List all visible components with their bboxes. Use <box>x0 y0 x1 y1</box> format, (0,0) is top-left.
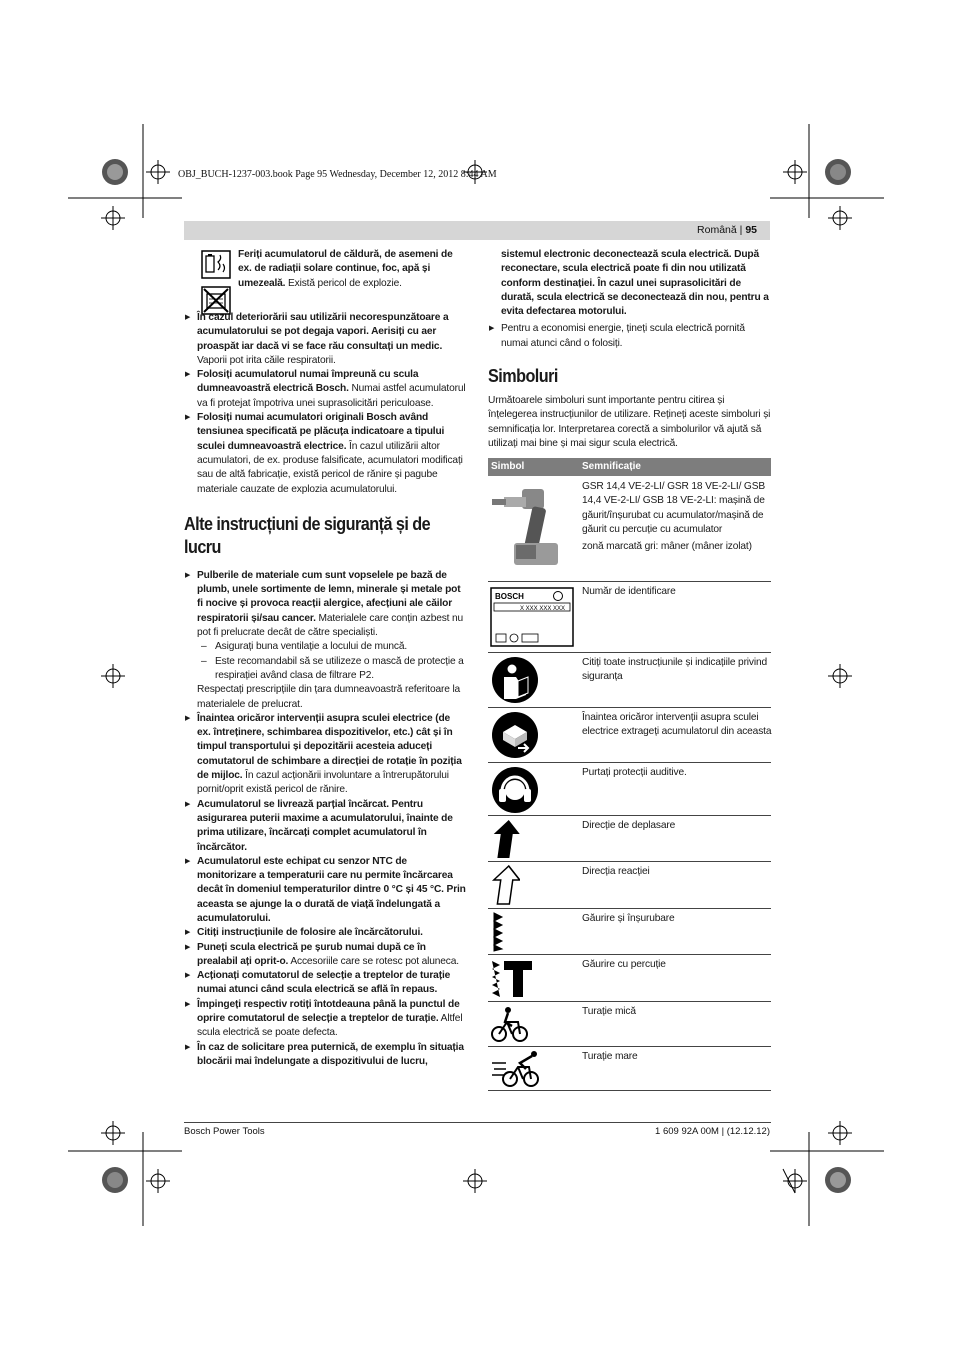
header-bar <box>184 221 770 240</box>
symbol-meaning: Citiți toate instrucțiunile și indicațiile privind siguranța <box>582 657 768 683</box>
direction-arrow-filled-icon <box>490 818 520 865</box>
bullet-bosch-only: ▶ Folosiți acumulatorul numai împreună cu scula dumneavoastră electrică Bosch. Numai astfel acumulatorul va fi protejat împotriva unei suprasolicitări periculoase. <box>184 368 466 411</box>
header-meaning: Semnificație <box>582 461 641 472</box>
page-header: Română | 95 <box>697 224 757 236</box>
table-row <box>488 862 771 909</box>
drill-bit-icon <box>490 911 506 958</box>
symbol-meaning: Direcția reacției <box>582 866 650 877</box>
bullet-gear-stop: ▶ Împingeți respectiv rotiți întotdeauna până la punctul de oprire comutatorul de selecție a treptelor de turație. Altfel scula electrică se poate defecta. <box>184 998 466 1041</box>
bullet-screw-off: ▶ Puneți scula electrică pe șurub numai după ce în prealabil ați oprit-o. Accesoriile care se rotesc pot aluneca. <box>184 941 466 970</box>
dust-regulations: Respectați prescripțiile din țara dumneavoastră referitoare la materialele de prelucrat. <box>197 684 461 710</box>
footer-right: 1 609 92A 00M | (12.12.12) <box>655 1126 770 1137</box>
hammer-drill-icon <box>490 957 534 1004</box>
section-title-symbols: Simboluri <box>488 366 558 387</box>
overload-continued: sistemul electronic deconectează scula electrică. După reconectare, scula electrică poate fi din nou utilizată conform destinației. În cazul unei suprasolicitări de durată, scula electrică se deconectează din nou, pentru a evita defectarea motorului. <box>501 249 769 318</box>
table-row <box>488 816 771 862</box>
symbol-meaning: Turație mare <box>582 1051 638 1062</box>
nameplate-icon <box>490 587 574 652</box>
symbol-meaning: Număr de identificare <box>582 586 676 597</box>
bullet-direction-switch: ▶ Înaintea oricăror intervenții asupra sculei electrice (de ex. întreținere, schimbarea dispozitivelor, etc.) cât și în timpul transportului și depozitării acesteia aduceți comutatorul de schimbare a direcției de rotație în poziția de mijloc. În cazul acționării involuntare a întrerupătorului pornit/oprit există pericol de rănire. <box>184 712 466 798</box>
symbol-meaning: Purtați protecții auditive. <box>582 767 687 778</box>
symbol-table-header <box>488 458 771 476</box>
table-row <box>488 582 771 653</box>
header-language: Română <box>697 224 737 236</box>
symbol-meaning: Înaintea oricăror intervenții asupra sculei electrice extrageți acumulatorul din aceasta <box>582 712 772 738</box>
right-column <box>488 248 771 451</box>
table-row <box>488 653 771 708</box>
bullet-vapors: ▶ În cazul deteriorării sau utilizării necorespunzătoare a acumulatorului se pot degaja vapori. Aerisiți cu aer proaspăt iar dacă vi se face rău consultați un medic. Vaporii pot irita căile respiratorii. <box>184 311 466 368</box>
nameplate-brand: BOSCH <box>495 592 524 601</box>
symbols-intro: Următoarele simboluri sunt importante pentru citirea și înțelegerea instrucțiunilor de utilizare. Rețineți aceste simboluri și semnificația lor. Interpretarea corectă a simbolurilor vă ajută să utilizați mai bine și mai sigur scula electrică. <box>488 395 771 449</box>
bullet-original-battery: ▶ Folosiți numai acumulatori originali Bosch având tensiunea specificată pe plăcuța indicatoare a tipului sculei dumneavoastră electrice. În cazul utilizării altor acumulatori, de ex. produse falsificate, acumulatori modificați sau de altă fabricație, există pericol de rănire și pagube materiale cauzate de explozia acumulatorului. <box>184 411 466 497</box>
battery-warning-icons <box>201 250 233 310</box>
read-manual-icon <box>490 655 540 710</box>
bullet-ntc-sensor: ▶ Acumulatorul este echipat cu senzor NTC de monitorizare a temperaturii care nu permite încărcarea decât în domeniul temperaturilor dintre 0 °C și 45 °C. Prin aceasta se ajunge la o durată de viață îndelungată a acumulatorului. <box>184 855 466 926</box>
dash-mask: – Este recomandabil să se utilizeze o mască de protecție a respirației având clasa de filtrare P2. <box>184 655 466 684</box>
heat-warning: Feriți acumulatorul de căldură, de asemeni de ex. de radiații solare continue, foc, apă și umezeală. Există pericol de explozie. <box>238 249 453 289</box>
table-row <box>488 1002 771 1047</box>
table-row <box>488 909 771 955</box>
symbol-meaning: Găurire și înșurubare <box>582 913 675 924</box>
symbol-meaning: Găurire cu percuție <box>582 959 666 970</box>
left-column <box>184 311 466 1069</box>
section-title-safety: Alte instrucțiuni de siguranță și de lucru <box>184 513 431 557</box>
symbol-meaning: Turație mică <box>582 1006 636 1017</box>
dash-ventilation: – Asigurați buna ventilație a locului de muncă. <box>184 640 466 654</box>
table-row <box>488 708 771 763</box>
cyclist-fast-icon <box>490 1049 542 1094</box>
nameplate-number: X XXX XXX XXX <box>520 606 566 612</box>
symbol-meaning: Direcție de deplasare <box>582 820 676 831</box>
drill-icon <box>490 479 564 576</box>
ear-protection-icon <box>490 765 540 820</box>
page-number: 95 <box>745 224 757 236</box>
header-symbol: Simbol <box>491 461 525 472</box>
print-slug: OBJ_BUCH-1237-003.book Page 95 Wednesday, December 12, 2012 8:44 AM <box>178 169 497 180</box>
left-column-top <box>238 248 466 291</box>
symbol-meaning: GSR 14,4 VE-2-LI/ GSR 18 VE-2-LI/ GSB 14,4 VE-2-LI/ GSB 18 VE-2-LI: mașină de găurit/înșurubat cu acumulator/mașină de găurit cu percuție cu acumulator zonă marcată gri: mâner (mâner izolat) <box>582 481 765 553</box>
table-row <box>488 955 771 1002</box>
heat-warning-icon <box>201 250 231 279</box>
direction-arrow-outline-icon <box>490 864 520 911</box>
table-row <box>488 1047 771 1091</box>
bullet-overload: ▶ În caz de solicitare prea puternică, de exemplu în situația blocării mai îndelungate a dispozitivului de lucru, <box>184 1041 466 1070</box>
bullet-dust: ▶ Pulberile de materiale cum sunt vopselele pe bază de plumb, unele sortimente de lemn, minerale și metale pot fi nocive și provoca reacții alergice, afecțiuni ale căilor respiratorii și/sau cancer. Materialele care conțin azbest nu pot fi prelucrate decât de către specialiști. <box>184 569 466 640</box>
remove-battery-icon <box>490 710 540 765</box>
footer-left: Bosch Power Tools <box>184 1126 265 1137</box>
table-row <box>488 763 771 816</box>
cyclist-slow-icon <box>490 1004 530 1049</box>
footer-rule <box>184 1122 771 1123</box>
bullet-save-energy: ▶ Pentru a economisi energie, țineți scula electrică pornită numai atunci când o folosiți. <box>488 322 771 351</box>
bullet-charger-manual: ▶ Citiți instrucțiunile de folosire ale încărcătorului. <box>184 926 466 940</box>
bullet-partial-charge: ▶ Acumulatorul se livrează parțial încărcat. Pentru asigurarea puterii maxime a acumulatorului, înainte de prima utilizare, încărcați complet acumulatorul în încărcător. <box>184 798 466 855</box>
table-row <box>488 477 771 582</box>
bullet-gear-selector: ▶ Acționați comutatorul de selecție a treptelor de turație numai atunci când scula electrică se află în repaus. <box>184 969 466 998</box>
